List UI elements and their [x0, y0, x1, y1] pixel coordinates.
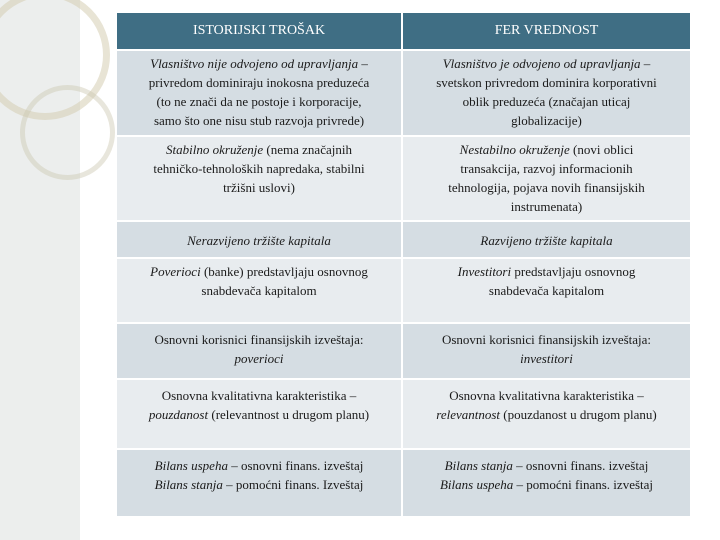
italic-term: Nerazvijeno tržište kapitala: [187, 232, 331, 248]
italic-term: Bilans stanja: [444, 458, 513, 473]
text-fragment: predstavljaju osnovnog: [511, 264, 636, 279]
cell-right-environment: [403, 137, 690, 220]
text-fragment: (banke) predstavljaju osnovnog: [200, 264, 368, 279]
cell-left-main-users: [117, 324, 401, 378]
italic-term: Bilans uspeha: [154, 458, 228, 473]
header-fair-value: FER VREDNOST: [403, 13, 690, 49]
text-fragment: (pouzdanost u drugom planu): [500, 407, 657, 422]
italic-term: investitori: [520, 351, 573, 366]
row-financial-statements: [117, 450, 690, 516]
text-fragment: – pomoćni finans. izveštaj: [513, 477, 654, 492]
italic-term: Nestabilno okruženje: [459, 142, 570, 157]
cell-right-capital-market: [403, 222, 690, 257]
italic-term: Bilans stanja: [154, 477, 223, 492]
row-capital-suppliers: [117, 259, 690, 322]
row-environment: [117, 137, 690, 220]
italic-term: Poverioci: [150, 264, 201, 279]
cell-right-main-users: [403, 324, 690, 378]
text-line: (to ne znači da ne postoje i korporacije,: [156, 94, 362, 109]
text-line: privredom dominiraju inokosna preduzeća: [148, 75, 370, 90]
cell-left-capital-market: [117, 222, 401, 257]
cell-right-statements: [403, 450, 690, 516]
header-historical-cost: ISTORIJSKI TROŠAK: [117, 13, 401, 49]
text-line: tehnologija, pojava novih finansijskih: [448, 180, 645, 195]
cell-right-ownership: [403, 51, 690, 135]
row-qualitative-characteristic: [117, 380, 690, 448]
row-ownership: [117, 51, 690, 135]
italic-term: pouzdanost: [148, 407, 209, 422]
decorative-ring-small: [20, 85, 115, 180]
italic-term: Stabilno okruženje: [166, 142, 264, 157]
text-line: tržišni uslovi): [223, 180, 295, 195]
comparison-table: [115, 11, 692, 518]
text-line: instrumenata): [510, 199, 583, 214]
cell-left-environment: [117, 137, 401, 220]
text-line: oblik preduzeća (značajan uticaj: [462, 94, 631, 109]
text-line: samo što one nisu stub razvoja privrede): [153, 113, 365, 128]
italic-term: Investitori: [457, 264, 512, 279]
text-line: tehničko-tehnoloških napredaka, stabilni: [153, 161, 365, 176]
cell-left-qualitative: [117, 380, 401, 448]
italic-term: Razvijeno tržište kapitala: [480, 232, 613, 248]
row-main-users: [117, 324, 690, 378]
text-fragment: – osnovni finans. izveštaj: [227, 458, 364, 473]
text-fragment: – osnovni finans. izveštaj: [512, 458, 649, 473]
text-line: globalizacije): [511, 113, 582, 128]
cell-left-ownership: [117, 51, 401, 135]
cell-right-qualitative: [403, 380, 690, 448]
cell-left-capital-suppliers: [117, 259, 401, 322]
text-line: Osnovni korisnici finansijskih izveštaja:: [154, 332, 364, 347]
cell-left-statements: [117, 450, 401, 516]
text-line: Vlasništvo nije odvojeno od upravljanja –: [150, 56, 368, 71]
text-fragment: (nema značajnih: [263, 142, 352, 157]
italic-term: Bilans uspeha: [439, 477, 514, 492]
text-line: Osnovni korisnici finansijskih izveštaja:: [441, 332, 652, 347]
text-line: Osnovna kvalitativna karakteristika –: [161, 388, 357, 403]
italic-term: relevantnost: [436, 407, 501, 422]
text-line: Osnovna kvalitativna karakteristika –: [449, 388, 644, 403]
text-line: transakcija, razvoj informacionih: [460, 161, 633, 176]
cell-right-capital-suppliers: [403, 259, 690, 322]
text-line: snabdevača kapitalom: [488, 283, 605, 298]
text-fragment: – pomoćni finans. Izveštaj: [222, 477, 364, 492]
text-fragment: (relevantnost u drugom planu): [208, 407, 370, 422]
row-capital-market: [117, 222, 690, 257]
text-line: snabdevača kapitalom: [201, 283, 317, 298]
text-line: Vlasništvo je odvojeno od upravljanja –: [442, 56, 651, 71]
header-row: [117, 13, 690, 49]
italic-term: poverioci: [234, 351, 284, 366]
text-fragment: (novi oblici: [569, 142, 634, 157]
text-line: svetskon privredom dominira korporativni: [436, 75, 657, 90]
